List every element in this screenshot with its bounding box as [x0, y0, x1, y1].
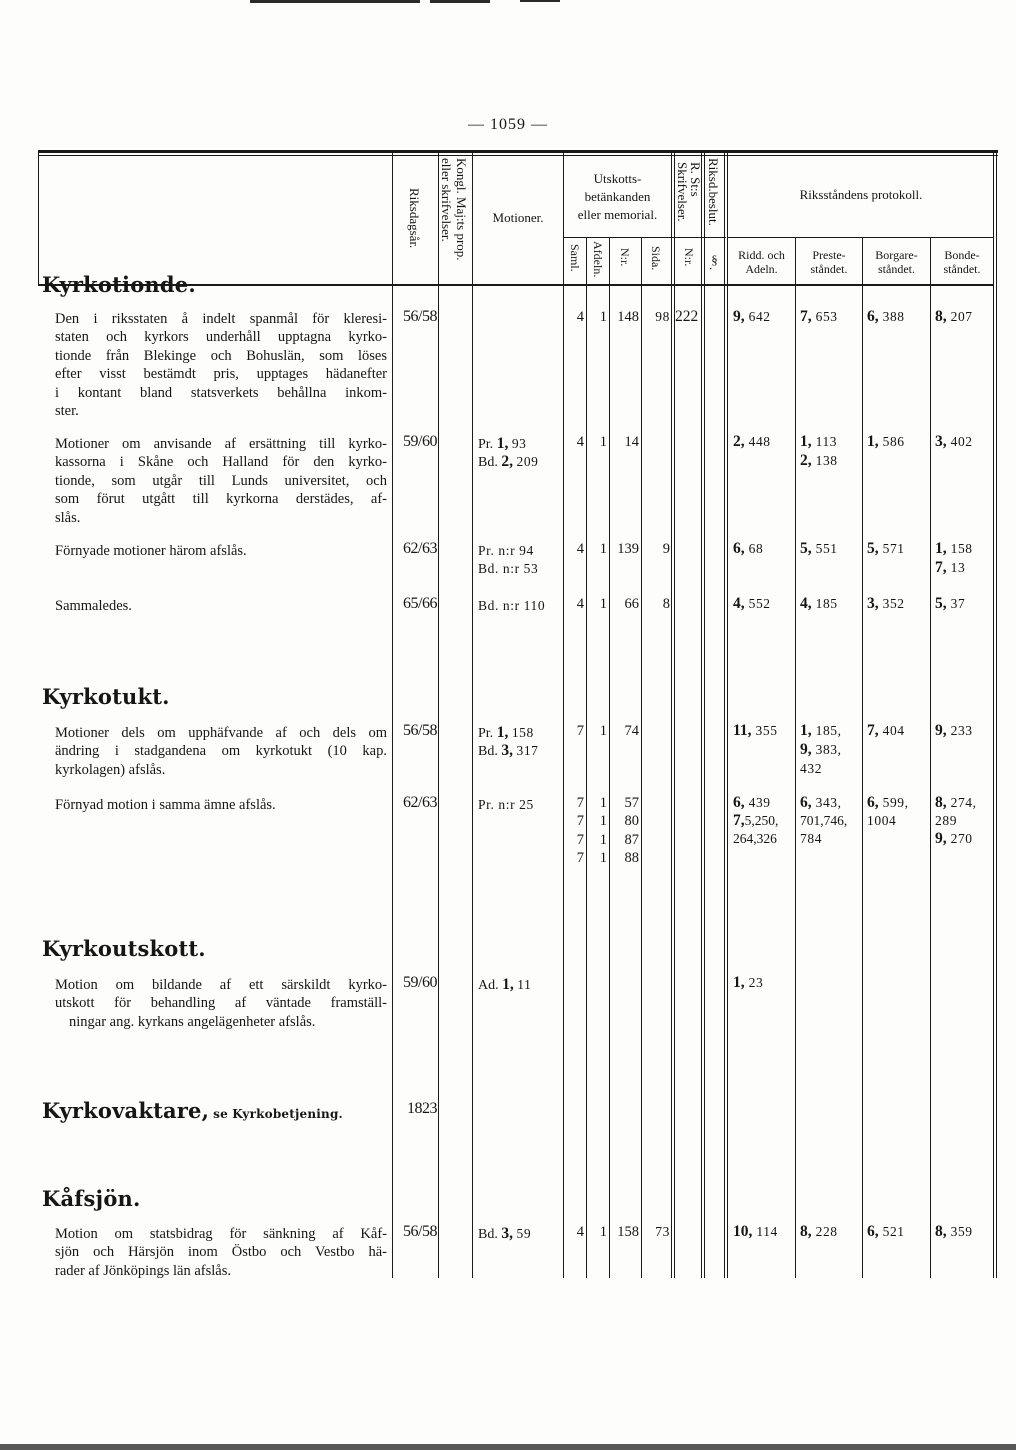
ridd-vol: 10, [733, 1223, 753, 1240]
motion-volume: 3, [501, 1225, 513, 1242]
entry-4-prest [800, 595, 838, 613]
entry-5-year: 56/58 [403, 722, 437, 739]
bond-page: 402 [950, 434, 973, 449]
entry-1-line: tionde från Blekinge och Bohuslän, som löses [55, 347, 387, 364]
entry-1-line: i kontant bland statsverkets behållna inkom- [55, 384, 387, 401]
entry-1-afd: 1 [599, 309, 607, 325]
entry-9-prest [800, 1223, 838, 1241]
motion-prefix: Pr. [478, 726, 494, 741]
header-preste-1: Preste- [812, 248, 846, 262]
nr-value: 80 [624, 813, 639, 830]
bond-page: 13 [950, 560, 966, 575]
entry-1-borg-page: 388 [882, 309, 905, 324]
header-riksd-beslut: Riksd.beslut. [706, 158, 721, 226]
entry-1-bond [935, 308, 973, 326]
section-kyrkovaktare [42, 1098, 343, 1123]
entry-1-description [55, 310, 387, 420]
entry-5-nr: 74 [624, 723, 639, 739]
entry-3-afd: 1 [599, 541, 607, 557]
borg-vol: 3, [867, 595, 879, 612]
section-kyrkoutskott: Kyrkoutskott. [42, 936, 206, 961]
entry-4-nr: 66 [624, 596, 639, 612]
scan-edge-top [0, 0, 1016, 5]
entry-5-prest-1 [800, 722, 842, 740]
saml-value: 7 [576, 850, 584, 867]
entry-7-line: ningar ang. kyrkans angelägenheter afslås. [69, 1013, 316, 1030]
header-kongl-prop-1: Kongl. Maj:ts prop. [454, 158, 469, 261]
prest-page: 185, [815, 723, 842, 738]
ridd-vol: 6, [733, 540, 745, 557]
header-rsts-nr: N:r. [682, 248, 696, 267]
entry-3-line: Förnyade motioner härom afslås. [55, 543, 247, 559]
entry-6-prest-1 [800, 794, 842, 812]
entry-2-prest-2 [800, 452, 838, 470]
entry-7-description [55, 976, 387, 1031]
entry-3-year: 62/63 [403, 540, 437, 557]
prest-vol: 6, [800, 794, 812, 811]
bond-vol: 8, [935, 794, 947, 811]
ridd-vol: 6, [733, 794, 745, 811]
entry-9-line: sjön och Härsjön inom Östbo och Vestbo hä- [55, 1244, 387, 1261]
prest-vol: 8, [800, 1223, 812, 1240]
entry-9-nr: 158 [617, 1224, 639, 1240]
entry-2-motion-1 [478, 435, 527, 454]
saml-value: 7 [576, 795, 584, 811]
entry-5-description [55, 724, 387, 779]
entry-1-nr: 148 [617, 309, 639, 325]
ridd-page: 68 [748, 541, 764, 556]
motion-page: 158 [511, 725, 534, 740]
borg-page: 521 [882, 1224, 905, 1239]
entry-9-afd: 1 [599, 1224, 607, 1240]
entry-1-saml: 4 [576, 309, 584, 325]
entry-3-motion-1: Pr. n:r 94 [478, 543, 534, 558]
entry-2-saml: 4 [576, 434, 584, 450]
entry-7-line: Motion om bildande af ett särskildt kyrko- [55, 977, 387, 993]
prest-vol: 1, [800, 433, 812, 450]
entry-2-year: 59/60 [403, 433, 437, 450]
saml-value: 7 [576, 813, 584, 830]
entry-9-line: Motion om statsbidrag för sänkning af Kåf- [55, 1226, 387, 1242]
prest-page: 383, [815, 742, 842, 757]
entry-1-ridd [733, 308, 771, 326]
header-utskotts-2: betänkanden [584, 189, 651, 204]
ridd-page: 5,250, [744, 813, 779, 828]
motion-prefix: Bd. [478, 455, 498, 470]
entry-1-borg [867, 308, 905, 326]
entry-2-ridd [733, 433, 771, 451]
entry-3-sida: 9 [662, 541, 670, 557]
entry-9-borg [867, 1223, 905, 1241]
prest-page: 228 [815, 1224, 838, 1239]
entry-2-nr: 14 [624, 434, 639, 450]
entry-2-line: kassorna i Skåne och Halland för den kyrko- [55, 454, 387, 471]
entry-6-borg-1 [867, 794, 909, 812]
entry-8-year: 1823 [407, 1100, 437, 1117]
motion-page: 93 [511, 436, 527, 451]
entry-9-sida: 73 [655, 1224, 670, 1239]
borg-vol: 6, [867, 794, 879, 811]
entry-5-motion-1 [478, 724, 534, 743]
entry-7-motion-1 [478, 976, 531, 995]
entry-4-ridd [733, 595, 771, 613]
ridd-page: 439 [748, 795, 771, 810]
header-ridd-2: Adeln. [745, 262, 778, 276]
motion-volume: 2, [501, 453, 513, 470]
entry-1-ridd-vol: 9, [733, 308, 745, 325]
bond-page: 270 [950, 831, 973, 846]
entry-9-description [55, 1225, 387, 1280]
header-afdeln: Afdeln. [591, 241, 605, 278]
entry-1-line: efter visst bestämdt pris, upptages hädanefter [55, 366, 387, 383]
bond-page: 274, [950, 795, 977, 810]
ridd-vol: 1, [733, 974, 745, 991]
entry-2-description [55, 435, 387, 527]
borg-page: 586 [882, 434, 905, 449]
header-utskotts-1: Utskotts- [593, 171, 642, 186]
entry-6-bond-2: 289 [935, 813, 958, 828]
entry-5-afd: 1 [599, 723, 607, 739]
prest-vol: 2, [800, 452, 812, 469]
entry-2-borg [867, 433, 905, 451]
entry-5-prest-3: 432 [800, 761, 823, 776]
nr-value: 87 [624, 831, 639, 848]
motion-page: 59 [516, 1226, 532, 1241]
motion-prefix: Bd. [478, 1227, 498, 1242]
entry-1-rsts-nr: 222 [675, 308, 699, 325]
header-ridd-1: Ridd. och [738, 248, 785, 262]
entry-6-bond-1 [935, 794, 977, 812]
saml-value: 7 [576, 831, 584, 848]
entry-5-bond [935, 722, 973, 740]
borg-page: 352 [882, 596, 905, 611]
motion-volume: 1, [496, 435, 509, 452]
entry-5-line: Motioner dels om upphäfvande af och dels om [55, 725, 387, 741]
entry-1-prest-vol: 7, [800, 308, 812, 325]
entry-1-line: Den i riksstaten å indelt spanmål för kleresi- [55, 311, 387, 327]
entry-6-saml [563, 794, 584, 868]
section-kyrkovaktare-ref: se Kyrkobetjening. [213, 1107, 343, 1121]
entry-3-nr: 139 [617, 541, 639, 557]
prest-page: 113 [815, 434, 838, 449]
header-bonde-2: ståndet. [943, 262, 981, 276]
entry-5-borg [867, 722, 905, 740]
entry-5-motion-2 [478, 742, 539, 761]
entry-7-ridd [733, 974, 763, 992]
afd-value: 1 [599, 813, 607, 830]
ridd-vol: 7, [733, 812, 745, 829]
header-nr: N:r. [618, 248, 632, 267]
afd-value: 1 [599, 850, 607, 867]
entry-2-bond [935, 433, 973, 451]
entry-9-saml: 4 [576, 1224, 584, 1240]
prest-vol: 4, [800, 595, 812, 612]
scan-edge-bottom [0, 1444, 1016, 1450]
entry-2-ridd-page: 448 [748, 434, 771, 449]
bond-vol: 5, [935, 595, 947, 612]
entry-7-year: 59/60 [403, 974, 437, 991]
entry-2-line: slås. [55, 509, 81, 526]
afd-value: 1 [599, 795, 607, 811]
entry-6-afd [586, 794, 607, 868]
nr-value: 57 [624, 795, 639, 811]
motion-volume: 1, [496, 724, 509, 741]
entry-7-line: utskott för behandling af väntade framställ- [55, 995, 387, 1012]
entry-5-prest-2 [800, 741, 842, 759]
entry-2-prest-1 [800, 433, 837, 451]
entry-6-description [55, 796, 387, 814]
entry-3-ridd [733, 540, 763, 558]
bond-vol: 7, [935, 559, 947, 576]
entry-1-year: 56/58 [403, 308, 437, 325]
prest-vol: 5, [800, 540, 812, 557]
entry-9-line: rader af Jönköpings län afslås. [55, 1262, 231, 1279]
motion-prefix: Ad. [478, 978, 499, 993]
entry-4-saml: 4 [576, 596, 584, 612]
section-kafsjon: Kåfsjön. [42, 1186, 141, 1211]
motion-prefix: Bd. [478, 744, 498, 759]
entry-3-borg [867, 540, 905, 558]
entry-3-bond-1 [935, 540, 973, 558]
bond-vol: 8, [935, 1223, 947, 1240]
entry-6-year: 62/63 [403, 794, 437, 811]
entry-3-prest [800, 540, 838, 558]
header-kongl-prop-2: eller skrifvelser. [439, 158, 454, 242]
prest-page: 185 [815, 596, 838, 611]
entry-6-ridd-2 [733, 812, 778, 830]
entry-2-line: som förut utgått till kyrkorna derstädes, af- [55, 491, 387, 508]
ridd-vol: 11, [733, 722, 752, 739]
header-borgare-2: ståndet. [878, 262, 915, 276]
entry-1-prest-page: 653 [815, 309, 838, 324]
bond-page: 233 [950, 723, 973, 738]
bond-page: 359 [950, 1224, 973, 1239]
ridd-page: 114 [756, 1224, 778, 1239]
header-utskotts-3: eller memorial. [577, 207, 658, 222]
bond-vol: 9, [935, 830, 947, 847]
borg-vol: 5, [867, 540, 879, 557]
afd-value: 1 [599, 831, 607, 848]
entry-9-motion-1 [478, 1225, 531, 1244]
borg-page: 599, [882, 795, 909, 810]
entry-1-line: staten och kyrkors underhåll upptagna kyrko- [55, 329, 387, 346]
entry-6-motion-1: Pr. n:r 25 [478, 797, 534, 812]
entry-5-ridd [733, 722, 778, 740]
motion-prefix: Pr. [478, 437, 494, 452]
entry-4-year: 65/66 [403, 595, 437, 612]
entry-1-sida: 98 [655, 309, 670, 324]
header-riksdagsar: Riksdagsår. [407, 188, 422, 249]
entry-9-ridd [733, 1223, 778, 1241]
header-bonde-1: Bonde- [944, 248, 980, 262]
entry-1-borg-vol: 6, [867, 308, 879, 325]
borg-vol: 7, [867, 722, 879, 739]
borg-page: 404 [882, 723, 905, 738]
header-rsts-2: Skrifvelser. [675, 162, 690, 222]
entry-4-description [55, 597, 387, 615]
borg-vol: 6, [867, 1223, 879, 1240]
entry-6-nr [609, 794, 639, 868]
entry-4-afd: 1 [599, 596, 607, 612]
entry-3-saml: 4 [576, 541, 584, 557]
ridd-page: 552 [748, 596, 771, 611]
motion-page: 209 [516, 454, 539, 469]
entry-1-prest [800, 308, 838, 326]
nr-value: 88 [624, 850, 639, 867]
section-kyrkovaktare-title: Kyrkovaktare, [42, 1098, 210, 1123]
header-saml: Saml. [568, 244, 582, 272]
entry-6-ridd-1 [733, 794, 771, 812]
header-paragraph: §. [707, 252, 722, 271]
header-sida: Sida. [649, 246, 663, 271]
entry-2-line: Motioner om anvisande af ersättning till kyrko- [55, 436, 387, 452]
entry-6-bond-3 [935, 830, 973, 848]
prest-page: 138 [815, 453, 838, 468]
entry-5-saml: 7 [576, 723, 584, 739]
motion-volume: 3, [501, 742, 513, 759]
entry-4-bond [935, 595, 965, 613]
entry-5-line: ändring i stadgandena om kyrkotukt (10 kap. [55, 743, 387, 760]
ridd-vol: 4, [733, 595, 745, 612]
motion-volume: 1, [502, 976, 514, 993]
entry-6-prest-2: 701,746, [800, 813, 848, 828]
header-riksstandens-protokoll: Riksståndens protokoll. [799, 187, 923, 202]
bond-page: 158 [950, 541, 973, 556]
entry-3-description [55, 542, 387, 560]
ridd-page: 355 [755, 723, 778, 738]
section-kyrkotionde: Kyrkotionde. [42, 272, 196, 297]
entry-2-motion-2 [478, 453, 539, 472]
entry-4-sida: 8 [662, 596, 670, 612]
bond-vol: 1, [935, 540, 947, 557]
entry-6-prest-3: 784 [800, 831, 823, 846]
borg-page: 571 [882, 541, 905, 556]
entry-1-bond-page: 207 [950, 309, 973, 324]
entry-9-year: 56/58 [403, 1223, 437, 1240]
motion-page: 11 [517, 977, 532, 992]
entry-4-line: Sammaledes. [55, 598, 132, 614]
section-kyrkotukt: Kyrkotukt. [42, 684, 170, 709]
entry-3-bond-2 [935, 559, 965, 577]
entry-2-ridd-vol: 2, [733, 433, 745, 450]
entry-6-ridd-3: 264,326 [733, 831, 777, 846]
entry-4-borg [867, 595, 905, 613]
entry-4-motion-1: Bd. n:r 110 [478, 598, 546, 613]
prest-page: 551 [815, 541, 838, 556]
bond-vol: 3, [935, 433, 947, 450]
header-preste-2: ståndet. [810, 262, 848, 276]
header-motioner: Motioner. [492, 210, 544, 225]
entry-5-line: kyrkolagen) afslås. [55, 761, 166, 778]
header-borgare-1: Borgare- [875, 248, 918, 262]
entry-1-line: ster. [55, 403, 79, 420]
entry-1-ridd-page: 642 [748, 309, 771, 324]
entry-1-bond-vol: 8, [935, 308, 947, 325]
motion-page: 317 [516, 743, 539, 758]
prest-vol: 1, [800, 722, 812, 739]
entry-9-bond [935, 1223, 973, 1241]
ridd-page: 23 [748, 975, 764, 990]
entry-2-line: tionde, som utgår till Lunds universitet, och [55, 472, 387, 489]
bond-page: 37 [950, 596, 966, 611]
entry-3-motion-2: Bd. n:r 53 [478, 561, 539, 576]
prest-vol: 9, [800, 741, 812, 758]
entry-6-line: Förnyad motion i samma ämne afslås. [55, 797, 276, 813]
borg-vol: 1, [867, 433, 879, 450]
entry-2-afd: 1 [599, 434, 607, 450]
header-rsts-1: R. St:s [688, 162, 703, 197]
prest-page: 343, [815, 795, 842, 810]
page-number: — 1059 — [468, 116, 548, 133]
entry-6-borg-2: 1004 [867, 813, 897, 828]
bond-vol: 9, [935, 722, 947, 739]
